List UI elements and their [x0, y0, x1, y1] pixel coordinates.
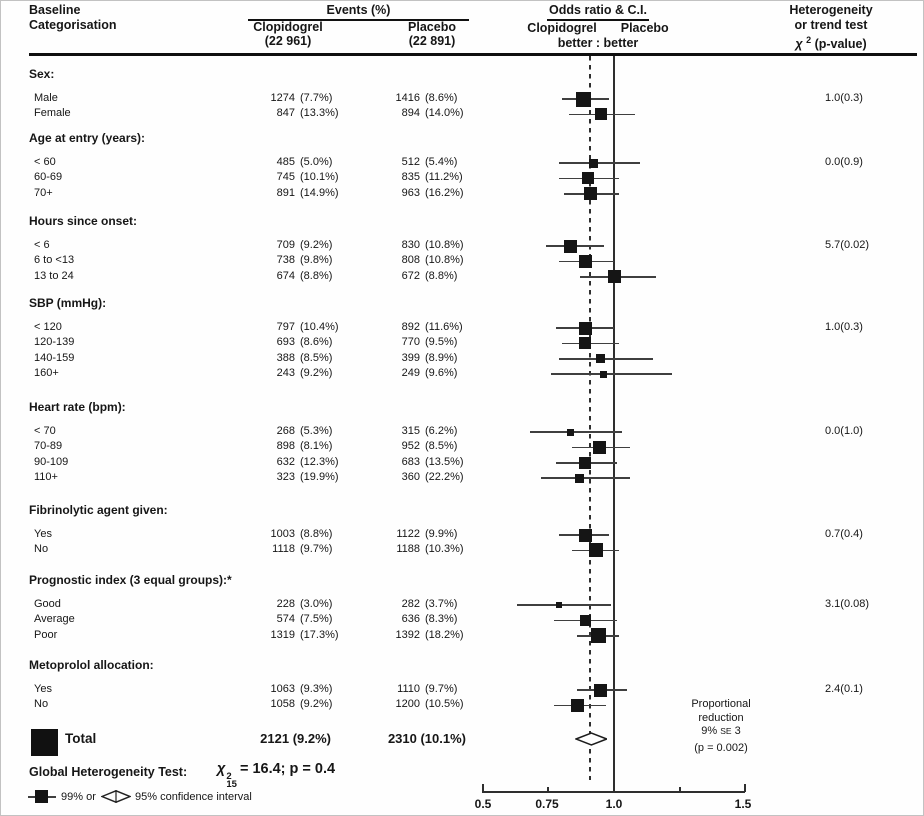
- clopidogrel-count: 1058: [270, 698, 295, 711]
- point-estimate-square: [594, 684, 607, 697]
- clopidogrel-percent: (8.6%): [300, 336, 333, 349]
- section-title: Heart rate (bpm):: [29, 400, 126, 414]
- point-estimate-square: [579, 457, 591, 469]
- clopidogrel-count: 1003: [270, 528, 295, 540]
- point-estimate-square: [567, 429, 574, 436]
- placebo-count: 315: [401, 425, 420, 437]
- legend-diamond-95ci-icon: [101, 790, 131, 803]
- placebo-count: 894: [401, 107, 420, 120]
- placebo-count: 770: [401, 336, 420, 349]
- section-title: Sex:: [29, 67, 55, 81]
- placebo-percent: (11.2%): [425, 171, 463, 184]
- x-axis-label-075: 0.75: [535, 797, 559, 811]
- clopidogrel-percent: (10.4%): [300, 321, 339, 333]
- clopidogrel-count: 1118: [272, 543, 295, 556]
- ci-line: [530, 431, 622, 433]
- odds-ratio-title: Odds ratio & C.I.: [547, 3, 649, 21]
- clopidogrel-count: 674: [276, 269, 295, 282]
- row-label: 60-69: [34, 171, 63, 184]
- row-label: 120-139: [34, 336, 75, 349]
- chi-square-value: 1.0(0.3): [825, 92, 863, 104]
- placebo-count: 249: [401, 367, 420, 380]
- row-label: Average: [34, 613, 75, 626]
- point-estimate-square: [579, 337, 591, 349]
- heterogeneity-header-line1: Heterogeneity: [789, 3, 873, 17]
- prop-line4: (p = 0.002): [694, 741, 748, 754]
- clopidogrel-better-label: Clopidogrel: [527, 21, 597, 35]
- legend-99-label: 99% or: [61, 791, 96, 803]
- clopidogrel-count: 1063: [270, 683, 295, 695]
- clopidogrel-count: 574: [276, 613, 295, 626]
- point-estimate-square: [579, 255, 592, 268]
- chi-square-value: 0.7(0.4): [825, 528, 863, 540]
- point-estimate-square: [575, 474, 584, 483]
- x-axis-tick-125: [679, 787, 681, 792]
- x-axis-label-05: 0.5: [474, 797, 492, 811]
- prop-line3: 9% SE 3: [701, 725, 741, 737]
- section-title: Hours since onset:: [29, 214, 138, 228]
- placebo-percent: (10.8%): [425, 254, 464, 267]
- row-label: No: [34, 698, 49, 711]
- chi-square-value: 2.4(0.1): [825, 683, 863, 695]
- placebo-count: 808: [401, 254, 420, 267]
- row-label: Yes: [34, 683, 52, 695]
- row-label: Poor: [34, 628, 58, 641]
- point-estimate-square: [595, 108, 607, 120]
- row-label: 110+: [34, 471, 58, 484]
- x-axis-label-10: 1.0: [605, 797, 623, 811]
- placebo-percent: (14.0%): [425, 107, 464, 120]
- row-label: 140-159: [34, 351, 75, 364]
- point-estimate-square: [591, 628, 606, 643]
- placebo-count: 1188: [396, 543, 420, 556]
- placebo-count: 683: [401, 455, 420, 468]
- placebo-count: 1416: [395, 92, 420, 104]
- events-title: Events (%): [326, 3, 391, 17]
- clopidogrel-percent: (19.9%): [300, 471, 339, 484]
- legend-99ci-icon: [28, 790, 56, 803]
- clopidogrel-header: Clopidogrel: [253, 20, 323, 34]
- clopidogrel-percent: (5.3%): [300, 425, 333, 437]
- clopidogrel-percent: (7.7%): [300, 92, 333, 104]
- total-diamond-95ci: [575, 732, 608, 746]
- clopidogrel-count: 1319: [270, 628, 295, 641]
- ci-line: [559, 358, 653, 360]
- placebo-percent: (8.9%): [425, 351, 458, 364]
- clopidogrel-count: 693: [276, 336, 295, 349]
- placebo-percent: (10.5%): [425, 698, 464, 711]
- point-estimate-square: [580, 615, 591, 626]
- clopidogrel-percent: (17.3%): [300, 628, 339, 641]
- section-title: Metoprolol allocation:: [29, 658, 154, 672]
- clopidogrel-count: 243: [276, 367, 295, 380]
- clopidogrel-percent: (12.3%): [300, 455, 339, 468]
- clopidogrel-count: 228: [276, 598, 295, 610]
- placebo-count: 672: [401, 269, 420, 282]
- placebo-percent: (8.8%): [425, 269, 458, 282]
- section-title: Fibrinolytic agent given:: [29, 503, 168, 517]
- ci-line: [517, 604, 611, 606]
- clopidogrel-count: 485: [276, 156, 295, 168]
- placebo-percent: (5.4%): [425, 156, 458, 168]
- clopidogrel-percent: (3.0%): [300, 598, 333, 610]
- clopidogrel-percent: (9.3%): [300, 683, 333, 695]
- placebo-header: Placebo: [408, 20, 456, 34]
- baseline-header-line1: Baseline: [29, 3, 81, 17]
- row-label: Good: [34, 598, 61, 610]
- reference-line-or-1: [613, 56, 615, 793]
- placebo-count: 636: [401, 613, 420, 626]
- row-label: Yes: [34, 528, 52, 540]
- placebo-count: 360: [401, 471, 420, 484]
- clopidogrel-count: 738: [276, 254, 295, 267]
- clopidogrel-percent: (5.0%): [300, 156, 333, 168]
- clopidogrel-count: 847: [276, 107, 295, 120]
- point-estimate-square: [579, 529, 592, 542]
- placebo-percent: (13.5%): [425, 455, 464, 468]
- x-axis-right-cap: [744, 784, 746, 792]
- clopidogrel-percent: (9.7%): [300, 543, 333, 556]
- clopidogrel-percent: (9.2%): [300, 239, 333, 251]
- total-placebo-events: 2310 (10.1%): [387, 731, 466, 746]
- placebo-count: 830: [401, 239, 420, 251]
- placebo-n: (22 891): [408, 33, 456, 48]
- total-clopidogrel-events: 2121 (9.2%): [260, 731, 331, 746]
- placebo-percent: (10.3%): [425, 543, 464, 556]
- global-heterogeneity-value: χ 2 15 = 16.4; p = 0.4: [217, 761, 336, 790]
- heterogeneity-header-line2: or trend test: [794, 18, 868, 32]
- placebo-percent: (8.5%): [425, 440, 458, 453]
- clopidogrel-percent: (9.8%): [300, 254, 333, 267]
- point-estimate-square: [564, 240, 577, 253]
- x-axis: [482, 791, 745, 793]
- better-better-label: better : better: [557, 36, 639, 50]
- placebo-count: 1200: [395, 698, 420, 711]
- placebo-count: 952: [401, 440, 420, 453]
- placebo-percent: (3.7%): [425, 598, 458, 610]
- clopidogrel-percent: (7.5%): [300, 613, 333, 626]
- placebo-percent: (10.8%): [425, 239, 464, 251]
- ci-line: [559, 162, 640, 164]
- clopidogrel-count: 709: [276, 239, 295, 251]
- placebo-percent: (9.6%): [425, 367, 458, 380]
- total-square-icon: [31, 729, 58, 756]
- ci-line: [551, 373, 672, 375]
- point-estimate-square: [589, 159, 598, 168]
- point-estimate-square: [608, 270, 621, 283]
- clopidogrel-n: (22 961): [264, 33, 312, 48]
- x-axis-left-cap: [482, 784, 484, 792]
- clopidogrel-count: 1274: [270, 92, 295, 104]
- row-label: 6 to <13: [34, 254, 75, 267]
- point-estimate-square: [556, 602, 562, 608]
- clopidogrel-percent: (10.1%): [300, 171, 339, 184]
- prop-line2: reduction: [698, 711, 744, 724]
- placebo-better-label: Placebo: [620, 21, 669, 35]
- chi-square-value: 0.0(0.9): [825, 156, 863, 168]
- section-title: Prognostic index (3 equal groups):*: [29, 573, 232, 587]
- x-axis-tick-075: [547, 787, 549, 792]
- placebo-count: 1392: [395, 628, 420, 641]
- placebo-percent: (9.7%): [425, 683, 458, 695]
- placebo-percent: (18.2%): [425, 628, 464, 641]
- clopidogrel-percent: (14.9%): [300, 186, 339, 199]
- row-label: 70-89: [34, 440, 63, 453]
- row-label: < 70: [34, 425, 56, 437]
- placebo-percent: (22.2%): [425, 471, 464, 484]
- row-label: No: [34, 543, 49, 556]
- placebo-count: 512: [401, 156, 420, 168]
- clopidogrel-percent: (9.2%): [300, 367, 333, 380]
- baseline-header-line2: Categorisation: [29, 18, 117, 32]
- placebo-count: 399: [401, 351, 420, 364]
- chi-square-value: 3.1(0.08): [825, 598, 870, 610]
- clopidogrel-count: 388: [276, 351, 295, 364]
- chi-square-value: 1.0(0.3): [825, 321, 863, 333]
- placebo-percent: (16.2%): [425, 186, 464, 199]
- chi-square-value: 0.0(1.0): [825, 425, 863, 437]
- placebo-percent: (11.6%): [425, 321, 463, 333]
- row-label: 160+: [34, 367, 59, 380]
- chi-square-value: 5.7(0.02): [825, 239, 870, 251]
- placebo-percent: (6.2%): [425, 425, 458, 437]
- global-heterogeneity-label: Global Heterogeneity Test:: [29, 765, 188, 779]
- placebo-percent: (8.6%): [425, 92, 458, 104]
- point-estimate-square: [584, 187, 597, 200]
- clopidogrel-count: 891: [276, 186, 295, 199]
- section-title: Age at entry (years):: [29, 131, 146, 145]
- row-label: 70+: [34, 186, 53, 199]
- placebo-count: 1110: [397, 683, 420, 695]
- ci-line: [541, 477, 630, 479]
- proportional-reduction-annotation: [661, 698, 781, 755]
- point-estimate-square: [579, 322, 592, 335]
- clopidogrel-percent: (13.3%): [300, 107, 339, 120]
- legend-95-label: 95% confidence interval: [135, 791, 252, 803]
- point-estimate-square: [600, 371, 607, 378]
- clopidogrel-count: 268: [276, 425, 295, 437]
- total-label: Total: [65, 731, 97, 746]
- row-label: < 6: [34, 239, 50, 251]
- placebo-count: 1122: [396, 528, 420, 540]
- heterogeneity-header-line3: χ $^2$ (p-value): [795, 35, 867, 51]
- clopidogrel-percent: (8.8%): [300, 528, 333, 540]
- prop-line1: Proportional: [691, 698, 751, 710]
- row-label: 13 to 24: [34, 269, 74, 282]
- section-title: SBP (mmHg):: [29, 296, 107, 310]
- point-estimate-square: [596, 354, 605, 363]
- x-axis-label-15: 1.5: [734, 797, 752, 811]
- clopidogrel-count: 632: [276, 455, 295, 468]
- point-estimate-square: [582, 172, 594, 184]
- clopidogrel-count: 323: [276, 471, 295, 484]
- row-label: 90-109: [34, 455, 69, 468]
- row-label: < 120: [34, 321, 62, 333]
- placebo-percent: (9.9%): [425, 528, 458, 540]
- row-label: Male: [34, 92, 58, 104]
- point-estimate-square: [571, 699, 584, 712]
- placebo-percent: (9.5%): [425, 336, 458, 349]
- placebo-count: 282: [401, 598, 420, 610]
- clopidogrel-percent: (8.8%): [300, 269, 333, 282]
- legend-square: [35, 790, 48, 803]
- point-estimate-square: [589, 543, 603, 557]
- row-label: Female: [34, 107, 71, 120]
- clopidogrel-count: 745: [276, 171, 295, 184]
- clopidogrel-count: 898: [276, 440, 295, 453]
- placebo-count: 835: [401, 171, 420, 184]
- point-estimate-square: [593, 441, 606, 454]
- clopidogrel-percent: (8.1%): [300, 440, 333, 453]
- placebo-percent: (8.3%): [425, 613, 458, 626]
- clopidogrel-count: 797: [276, 321, 295, 333]
- forest-plot-rows: [1, 1, 924, 816]
- row-label: < 60: [34, 156, 56, 168]
- clopidogrel-percent: (8.5%): [300, 351, 333, 364]
- placebo-count: 963: [401, 186, 420, 199]
- placebo-count: 892: [401, 321, 420, 333]
- clopidogrel-percent: (9.2%): [300, 698, 333, 711]
- point-estimate-square: [576, 92, 591, 107]
